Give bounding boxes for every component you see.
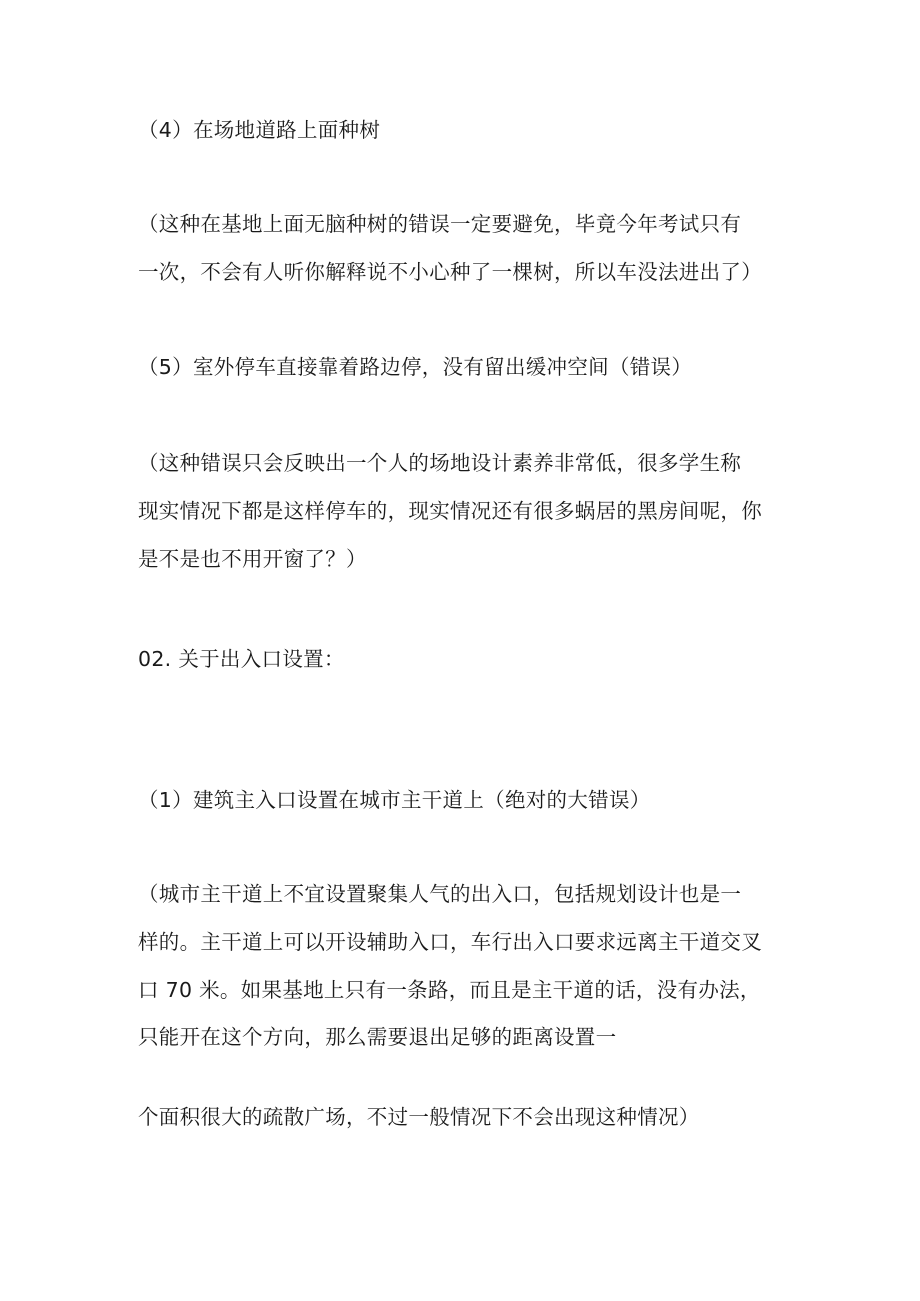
section-02-title: 02. 关于出入口设置： [138,647,345,671]
item-4-note-line-1: （这种在基地上面无脑种树的错误一定要避免，毕竟今年考试只有 [138,212,742,236]
entrance-item-1-note-line-4: 只能开在这个方向，那么需要退出足够的距离设置一 [138,1025,617,1049]
entrance-item-1-heading: （1）建筑主入口设置在城市主干道上（绝对的大错误） [138,788,651,812]
entrance-item-1-note-line-3: 口 70 米。如果基地上只有一条路，而且是主干道的话，没有办法， [138,978,761,1002]
item-5-heading: （5）室外停车直接靠着路边停，没有留出缓冲空间（错误） [138,355,693,379]
entrance-item-1-note-line-1: （城市主干道上不宜设置聚集人气的出入口，包括规划设计也是一 [138,882,742,906]
entrance-item-1-note-line-5: 个面积很大的疏散广场，不过一般情况下不会出现这种情况） [138,1105,700,1129]
item-4-note-line-2: 一次，不会有人听你解释说不小心种了一棵树，所以车没法进出了） [138,260,762,284]
item-4-heading: （4）在场地道路上面种树 [138,118,381,142]
item-5-note-line-2: 现实情况下都是这样停车的，现实情况还有很多蜗居的黑房间呢，你 [138,499,762,523]
entrance-item-1-note-line-2: 样的。主干道上可以开设辅助入口，车行出入口要求远离主干道交叉 [138,930,762,954]
item-5-note-line-3: 是不是也不用开窗了？） [138,547,367,571]
item-5-note-line-1: （这种错误只会反映出一个人的场地设计素养非常低，很多学生称 [138,451,742,475]
